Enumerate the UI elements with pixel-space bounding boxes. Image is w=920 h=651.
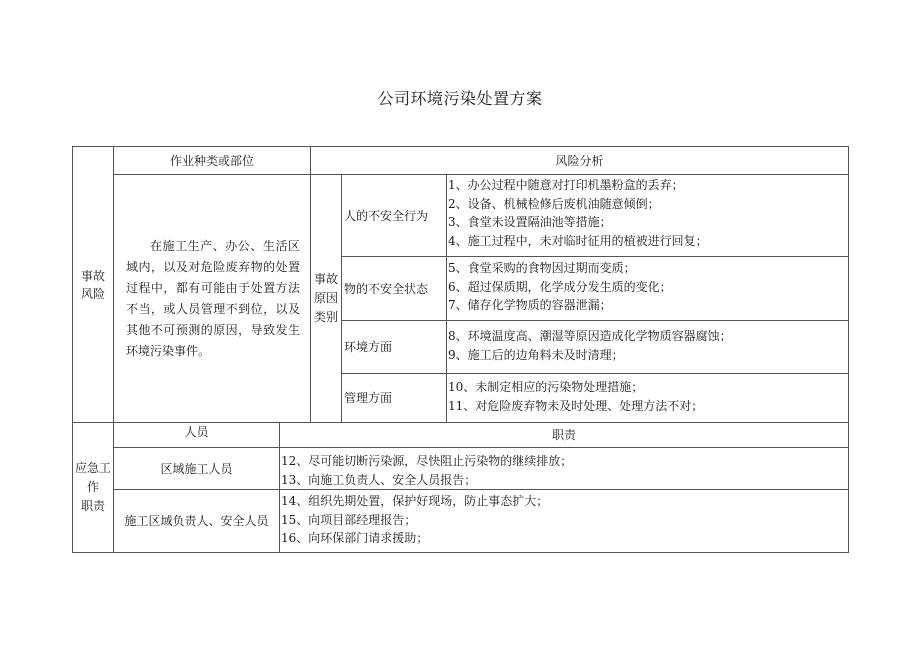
duties-area-supervisor	[281, 492, 847, 548]
list-item: 16、向环保部门请求援助；	[281, 531, 429, 545]
cause-category-management: 管理方面	[344, 391, 393, 405]
cause-category-label: 事故 原因 类别	[313, 272, 338, 324]
duties-area-workers	[281, 452, 847, 489]
work-description-cell	[114, 175, 310, 422]
risk-analysis-header: 风险分析	[555, 153, 604, 168]
list-item: 9、施工后的边角料未及时清理；	[448, 347, 624, 362]
list-item: 13、向施工负责人、安全人员报告；	[281, 472, 477, 487]
work-type-header: 作业种类或部位	[169, 153, 254, 168]
cause-items-object	[448, 259, 846, 315]
category-column-rule	[446, 174, 447, 423]
list-item: 10、未制定相应的污染物处理措施；	[448, 380, 644, 394]
risk-row-label: 事故 风险	[80, 268, 105, 301]
response-row-label: 应急工 作 职责	[74, 461, 111, 513]
cause-category-human: 人的不安全行为	[344, 208, 429, 223]
cause-items-human	[448, 176, 846, 250]
cause-items-management	[448, 378, 846, 415]
list-item: 14、组织先期处置，保护好现场，防止事态扩大；	[281, 494, 549, 508]
list-item: 6、超过保质期，化学成分发生质的变化；	[448, 279, 672, 294]
page-title: 公司环境污染处置方案	[377, 89, 543, 108]
person-header: 人员	[184, 425, 209, 439]
list-item: 2、设备、机械检修后废机油随意倾倒；	[448, 196, 660, 211]
list-item: 8、环境温度高、潮湿等原因造成化学物质容器腐蚀；	[448, 329, 732, 343]
list-item: 1、办公过程中随意对打印机墨粉盒的丢弃；	[448, 178, 684, 192]
role-area-workers: 区域施工人员	[160, 461, 233, 476]
cause-category-object: 物的不安全状态	[344, 281, 429, 296]
list-item: 7、储存化学物质的容器泄漏；	[448, 298, 612, 312]
list-item: 15、向项目部经理报告；	[281, 512, 417, 527]
cause-items-environment	[448, 327, 846, 364]
table-border-right	[848, 146, 849, 553]
list-item: 4、施工过程中，未对临时征用的植被进行回复；	[448, 233, 708, 248]
list-item: 5、食堂采购的食物因过期而变质；	[448, 261, 636, 275]
work-description: 在施工生产、办公、生活区域内，以及对危险废弃物的处置过程中，都有可能由于处置方法不当，或人员管理不到位，以及其他不可预测的原因，导致发生环境污染事件。	[126, 238, 300, 358]
duty-header: 职责	[551, 428, 576, 442]
cause-category-environment: 环境方面	[344, 340, 393, 354]
table-border-bottom	[72, 552, 849, 553]
list-item: 12、尽可能切断污染源，尽快阻止污染物的继续排放；	[281, 454, 573, 468]
list-item: 11、对危险废弃物未及时处理、处理方法不对；	[448, 398, 704, 413]
list-item: 3、食堂未设置隔油池等措施；	[448, 215, 612, 229]
role-area-supervisor: 施工区域负责人、安全人员	[124, 514, 269, 528]
